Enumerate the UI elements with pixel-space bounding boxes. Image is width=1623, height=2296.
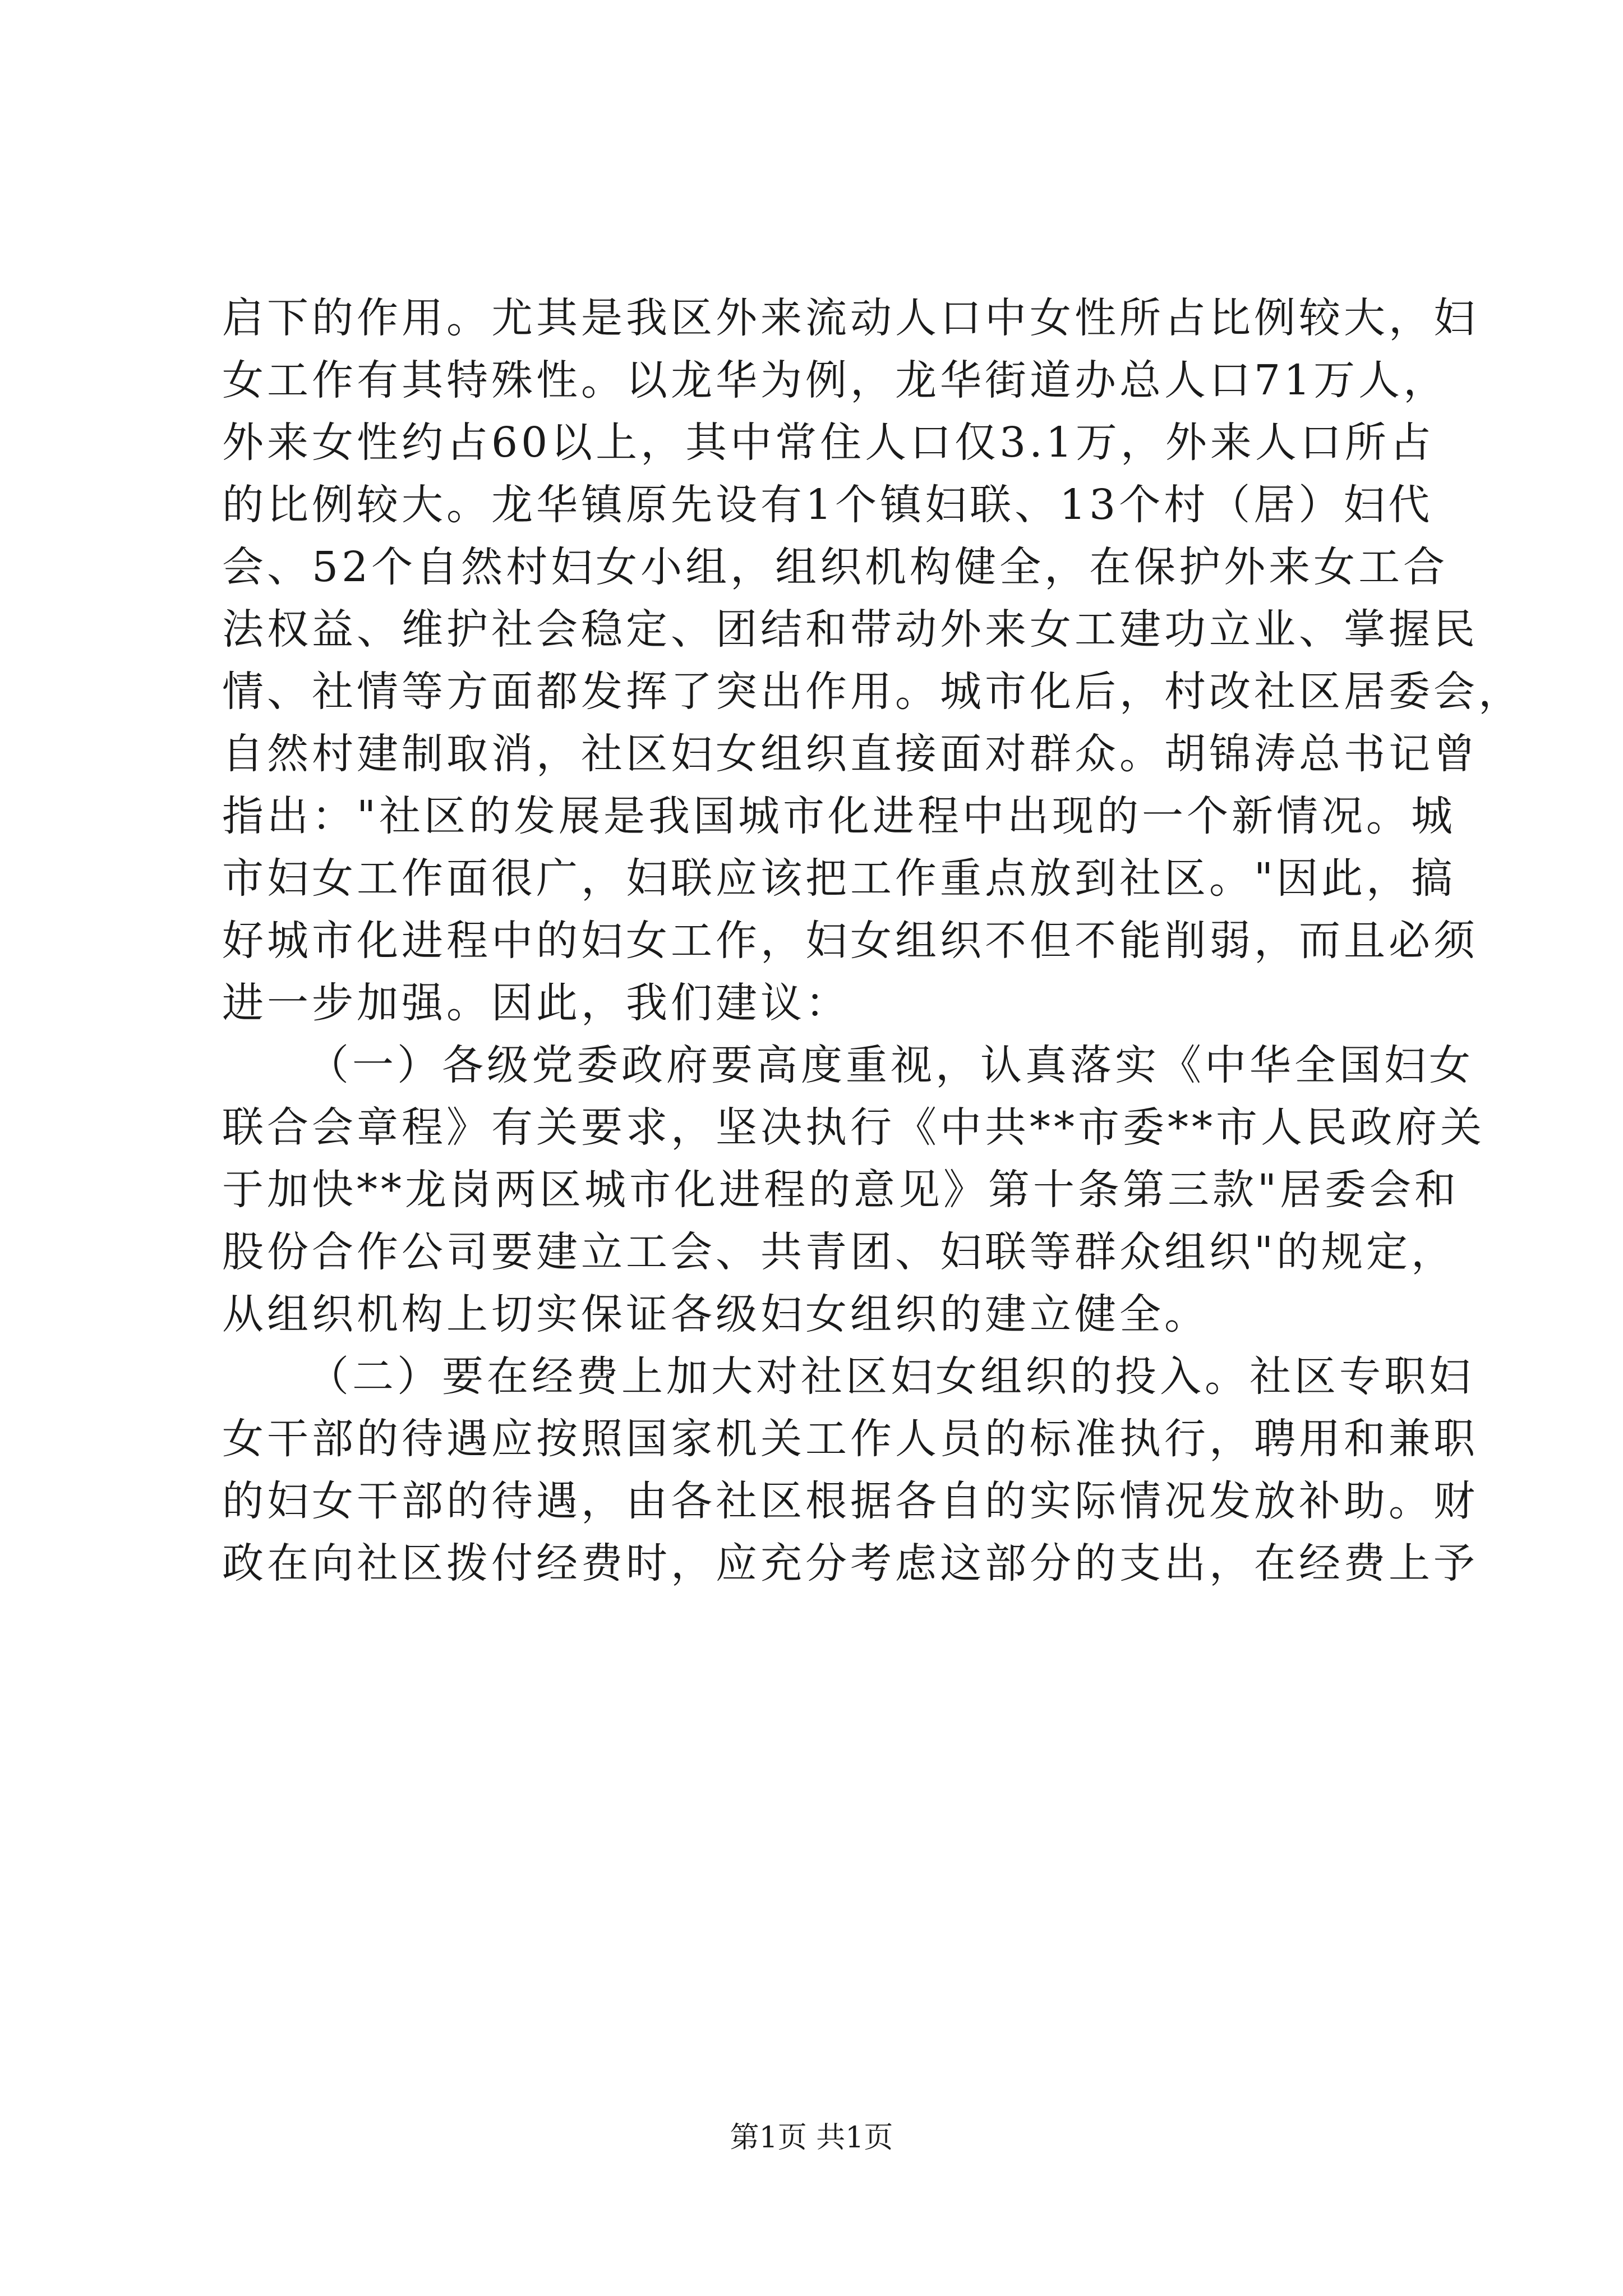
paragraph-first-line: （二）要在经费上加大对社区妇女组织的投入。社区专职妇 xyxy=(307,1352,1474,1401)
paragraph-first-line: （一）各级党委政府要高度重视，认真落实《中华全国妇女 xyxy=(307,1041,1474,1089)
text-line: 自然村建制取消，社区妇女组织直接面对群众。胡锦涛总书记曾 xyxy=(222,730,1478,778)
text-line: 于加快**龙岗两区城市化进程的意见》第十条第三款"居委会和 xyxy=(222,1166,1460,1214)
text-line: 情、社情等方面都发挥了突出作用。城市化后，村改社区居委会， xyxy=(222,668,1523,716)
page-number: 第1页 共1页 xyxy=(730,2121,893,2155)
page-footer xyxy=(0,2118,1623,2157)
text-line: 从组织机构上切实保证各级妇女组织的建立健全。 xyxy=(222,1290,1209,1338)
text-line: 启下的作用。尤其是我区外来流动人口中女性所占比例较大，妇 xyxy=(222,294,1478,342)
text-line: 法权益、维护社会稳定、团结和带动外来女工建功立业、掌握民 xyxy=(222,605,1478,654)
text-line: 联合会章程》有关要求，坚决执行《中共**市委**市人民政府关 xyxy=(222,1103,1485,1152)
text-line: 市妇女工作面很广，妇联应该把工作重点放到社区。"因此，搞 xyxy=(222,854,1456,903)
text-line: 的比例较大。龙华镇原先设有1个镇妇联、13个村（居）妇代 xyxy=(222,481,1433,529)
text-line: 会、52个自然村妇女小组，组织机构健全，在保护外来女工合 xyxy=(222,543,1449,591)
text-line: 的妇女干部的待遇，由各社区根据各自的实际情况发放补助。财 xyxy=(222,1477,1478,1525)
text-line: 政在向社区拨付经费时，应充分考虑这部分的支出，在经费上予 xyxy=(222,1539,1478,1588)
text-line: 外来女性约占60以上，其中常住人口仅3.1万，外来人口所占 xyxy=(222,418,1435,467)
text-line: 股份合作公司要建立工会、共青团、妇联等群众组织"的规定， xyxy=(222,1228,1456,1276)
body-text xyxy=(222,287,1523,1595)
text-line: 女干部的待遇应按照国家机关工作人员的标准执行，聘用和兼职 xyxy=(222,1415,1478,1463)
text-line: 指出："社区的发展是我国城市化进程中出现的一个新情况。城 xyxy=(222,792,1456,840)
text-line: 女工作有其特殊性。以龙华为例，龙华街道办总人口71万人， xyxy=(222,356,1449,404)
text-line: 好城市化进程中的妇女工作，妇女组织不但不能削弱，而且必须 xyxy=(222,917,1478,965)
text-line: 进一步加强。因此，我们建议： xyxy=(222,979,850,1027)
